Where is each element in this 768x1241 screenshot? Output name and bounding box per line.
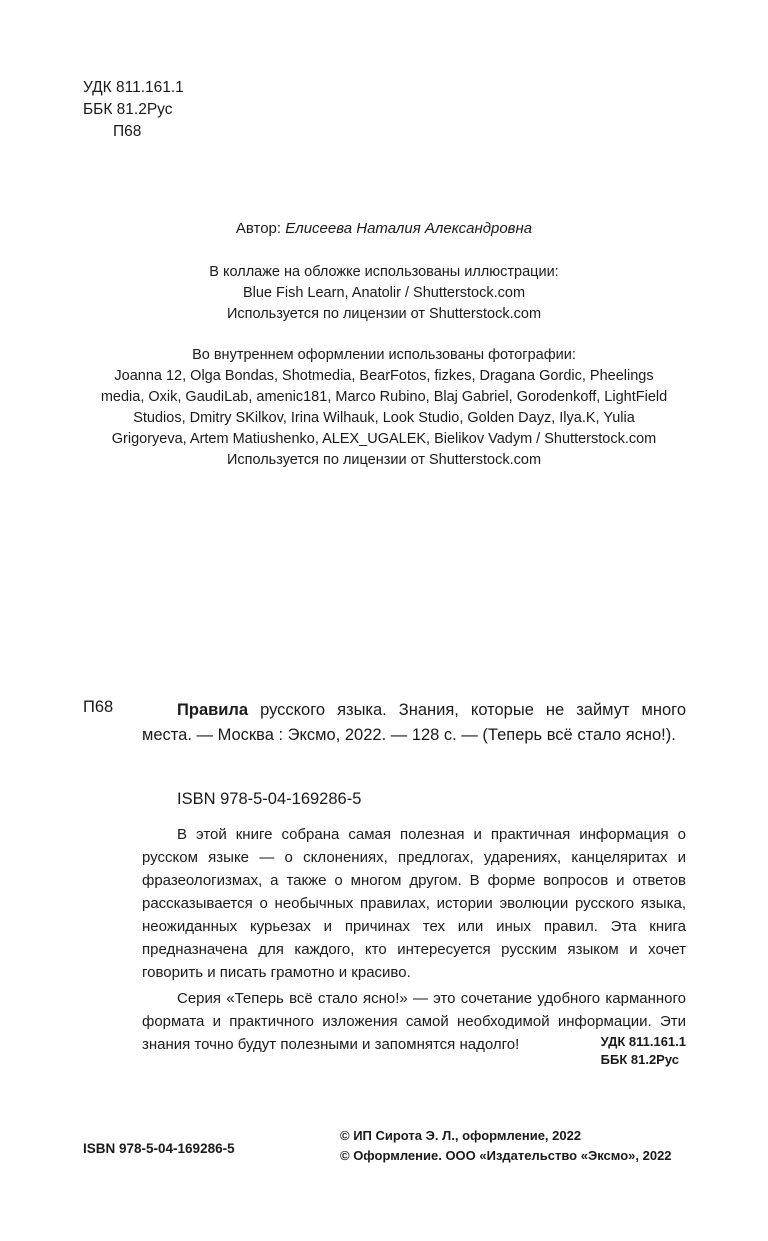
copyright-line: © ИП Сирота Э. Л., оформление, 2022 bbox=[340, 1128, 582, 1143]
annotation bbox=[142, 823, 686, 1059]
cover-credits-line: Используется по лицензии от Shutterstock.com bbox=[226, 306, 542, 322]
inner-credits-line: Joanna 12, Olga Bondas, Shotmedia, BearFotos, fizkes, Dragana Gordic, Pheelings bbox=[114, 368, 654, 384]
annotation-paragraph: В этой книге собрана самая полезная и практичная информация о русском языке — о склонениях, предлогах, ударениях, канцеляритах и фразеологизмах, а также о многом другом. В форме вопросов и ответов рассказывается о необычных правилах, истории эволюции русского языка, неожиданных курьезах и причинах тех или иных правил. Эта книга предназначена для каждого, кто интересуется русским языком и хочет говорить и писать грамотно и красиво. bbox=[142, 826, 686, 981]
book-title: Правила bbox=[177, 701, 249, 719]
inner-credits bbox=[0, 345, 768, 471]
inner-credits-line: Grigoryeva, Artem Matiushenko, ALEX_UGALEK, Bielikov Vadym / Shutterstock.com bbox=[111, 431, 657, 447]
inner-credits-line: Studios, Dmitry SKilkov, Irina Wilhauk, Look Studio, Golden Dayz, Ilya.K, Yulia bbox=[133, 410, 635, 426]
classification-codes-bottom bbox=[601, 1033, 686, 1069]
cover-credits-line: Blue Fish Learn, Anatolir / Shutterstock.com bbox=[242, 285, 526, 301]
udk-code: УДК 811.161.1 bbox=[600, 1034, 686, 1049]
bbk-code: ББК 81.2Рус bbox=[600, 1052, 679, 1067]
bbk-code: ББК 81.2Рус bbox=[83, 101, 173, 118]
udk-code: УДК 811.161.1 bbox=[83, 79, 184, 96]
classification-codes bbox=[83, 77, 184, 143]
author-name: Елисеева Наталия Александровна bbox=[285, 220, 533, 237]
inner-credits-line: Во внутреннем оформлении использованы фотографии: bbox=[192, 347, 576, 363]
inner-credits-line: Используется по лицензии от Shutterstock.com bbox=[226, 452, 542, 468]
isbn-line: ISBN 978-5-04-169286-5 bbox=[177, 790, 362, 808]
cover-credits-line: В коллаже на обложке использованы иллюстрации: bbox=[209, 264, 559, 280]
isbn-bottom: ISBN 978-5-04-169286-5 bbox=[83, 1141, 235, 1156]
bibliographic-description bbox=[142, 698, 686, 748]
author-label: Автор: bbox=[235, 220, 282, 237]
author-line bbox=[0, 218, 768, 239]
copyright-line: © Оформление. ООО «Издательство «Эксмо», 2022 bbox=[340, 1148, 672, 1163]
copyright-block bbox=[340, 1126, 672, 1166]
bibliographic-code: П68 bbox=[83, 698, 114, 716]
bibliographic-rest: русского языка. Знания, которые не займут много места. — Москва : Эксмо, 2022. — 128 с. — (Теперь всё стало ясно!). bbox=[142, 701, 686, 744]
inner-credits-line: media, Oxik, GaudiLab, amenic181, Marco Rubino, Blaj Gabriel, Gorodenkoff, LightField bbox=[100, 389, 668, 405]
annotation-paragraph: Серия «Теперь всё стало ясно!» — это сочетание удобного карманного формата и практичного изложения самой необходимой информации. Эти знания точно будут полезными и запомнятся надолго! bbox=[142, 990, 686, 1053]
cover-credits bbox=[0, 262, 768, 325]
author-mark: П68 bbox=[113, 123, 142, 140]
